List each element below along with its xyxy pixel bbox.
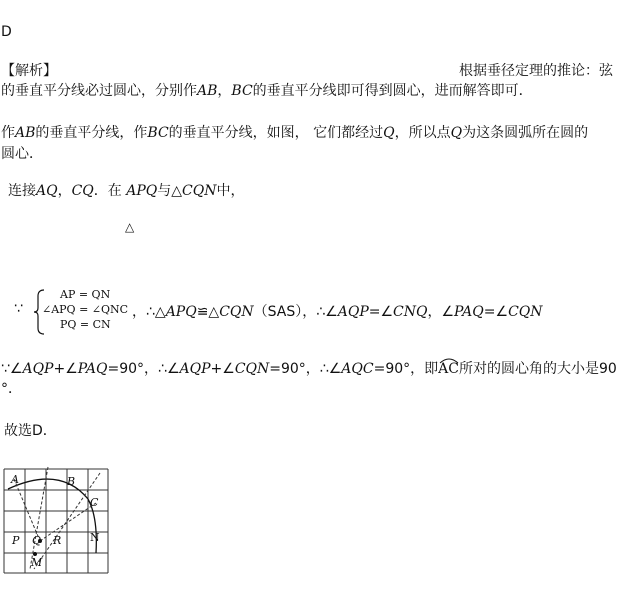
para2-line1: 作AB的垂直平分线，作BC的垂直平分线，如图， 它们都经过Q，所以点Q为这条圆弧所在圆的 bbox=[1, 125, 589, 141]
para2-line2: 圆心． bbox=[1, 146, 43, 162]
label-a: A bbox=[11, 473, 19, 486]
label-r: R bbox=[53, 534, 62, 547]
analysis-intro-line2: 的垂直平分线必过圆心，分别作AB，BC的垂直平分线即可得到圆心，进而解答即可． bbox=[1, 83, 533, 99]
analysis-intro-right: 根据垂径定理的推论：弦 bbox=[459, 63, 613, 79]
angles-line: ∵∠AQP+∠PAQ=90°，∴∠AQP+∠CQN=90°，∴∠AQC=90°，即 AC所对的圆心角的大小是90 bbox=[1, 360, 617, 378]
conclusion: 故选D． bbox=[4, 423, 57, 439]
geometry-figure bbox=[0, 465, 112, 577]
proof-condition-2: ∠APQ = ∠QNC bbox=[42, 303, 129, 316]
label-n: N bbox=[90, 531, 100, 544]
label-b: B bbox=[67, 475, 76, 488]
proof-brace-system bbox=[14, 286, 134, 336]
proof-condition-1: AP = QN bbox=[60, 288, 111, 301]
proof-condition-3: PQ = CN bbox=[60, 318, 111, 331]
para3-line: 连接AQ，CQ．在 APQ与△CQN中， bbox=[8, 183, 245, 199]
because-symbol: ∵ bbox=[14, 301, 23, 317]
arc-ac: AC bbox=[438, 360, 459, 378]
label-p: P bbox=[12, 534, 20, 547]
analysis-tag: 【解析】 bbox=[1, 63, 57, 79]
answer-letter: D bbox=[1, 24, 12, 40]
triangle-symbol: △ bbox=[125, 220, 135, 234]
label-m: M bbox=[31, 556, 43, 569]
proof-conclusion: ，∴△APQ≌△CQN（SAS），∴∠AQP=∠CNQ，∠PAQ=∠CQN bbox=[132, 304, 543, 320]
label-q: Q bbox=[32, 534, 42, 547]
angles-degree-tail: °． bbox=[1, 381, 22, 397]
arc-mark-icon bbox=[438, 356, 460, 364]
label-c: C bbox=[90, 496, 99, 509]
